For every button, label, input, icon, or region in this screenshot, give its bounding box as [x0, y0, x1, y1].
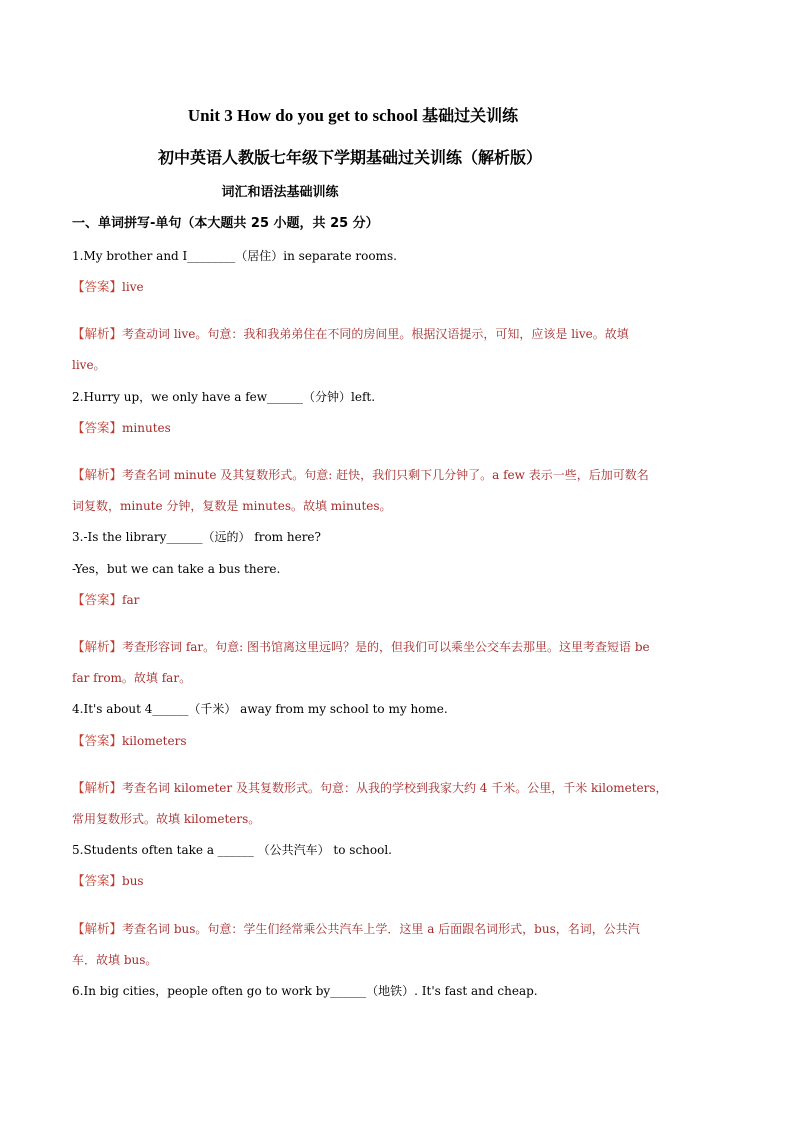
question-5-text: 5.Students often take a ______ （公共汽车） to school.: [72, 843, 392, 857]
question-3-text-cont: -Yes，but we can take a bus there.: [72, 562, 281, 576]
analysis-text: 考查动词 live。句意：我和我弟弟住在不同的房间里。根据汉语提示，可知，应该是 live。故填: [122, 327, 629, 341]
question-3-answer: [72, 590, 732, 610]
question-4-answer: [72, 731, 732, 751]
question-1-text: 1.My brother and I________（居住）in separate rooms.: [72, 249, 397, 263]
answer-label: 【答案】: [72, 873, 123, 888]
title-english: Unit 3 How do you get to school: [187, 106, 418, 125]
answer-value: far: [122, 593, 140, 607]
question-2-answer: [72, 418, 732, 438]
analysis-label: 【解析】: [72, 326, 123, 341]
analysis-text: 考查名词 kilometer 及其复数形式。句意：从我的学校到我家大约 4 千米。公里，千米 kilometers，: [122, 781, 668, 795]
answer-value: kilometers: [122, 734, 187, 748]
analysis-text: 考查名词 bus。句意：学生们经常乘公共汽车上学．这里 a 后面跟名词形式，bus，名词，公共汽: [122, 922, 640, 936]
question-5-analysis: [72, 919, 732, 939]
question-2-analysis: [72, 465, 732, 485]
section-title: 词汇和语法基础训练: [221, 185, 339, 200]
answer-label: 【答案】: [72, 279, 123, 294]
question-5-answer: [72, 871, 732, 891]
question-3-text: 3.-Is the library______（远的） from here?: [72, 530, 321, 544]
question-1-analysis: [72, 324, 732, 344]
question-3-analysis: [72, 637, 732, 657]
document-subtitle: 初中英语人教版七年级下学期基础过关训练（解析版）: [157, 148, 542, 167]
analysis-label: 【解析】: [72, 780, 123, 795]
question-4-analysis: [72, 778, 732, 798]
question-1-answer: [72, 277, 732, 297]
analysis-label: 【解析】: [72, 467, 123, 482]
question-2-text: 2.Hurry up，we only have a few______（分钟）left.: [72, 390, 376, 404]
question-1-analysis-cont: live。: [72, 358, 106, 372]
answer-label: 【答案】: [72, 592, 123, 607]
document-title: [0, 103, 706, 129]
question-5-analysis-cont: 车．故填 bus。: [72, 953, 158, 967]
answer-value: live: [122, 280, 144, 294]
analysis-text: 考查名词 minute 及其复数形式。句意: 赶快，我们只剩下几分钟了。a few 表示一些，后加可数名: [122, 468, 649, 482]
answer-value: bus: [122, 874, 144, 888]
answer-label: 【答案】: [72, 420, 123, 435]
analysis-text: 考查形容词 far。句意: 图书馆离这里远吗？是的，但我们可以乘坐公交车去那里。这里考查短语 be: [122, 640, 650, 654]
analysis-label: 【解析】: [72, 639, 123, 654]
answer-value: minutes: [122, 421, 171, 435]
answer-label: 【答案】: [72, 733, 123, 748]
title-chinese: 基础过关训练: [422, 106, 519, 125]
analysis-label: 【解析】: [72, 921, 123, 936]
part-heading: 一、单词拼写-单句（本大题共 25 小题，共 25 分）: [72, 216, 379, 231]
question-6-text: 6.In big cities，people often go to work by______（地铁）. It's fast and cheap.: [72, 984, 538, 998]
question-4-analysis-cont: 常用复数形式。故填 kilometers。: [72, 812, 261, 826]
question-4-text: 4.It's about 4______（千米） away from my school to my home.: [72, 702, 448, 716]
question-3-analysis-cont: far from。故填 far。: [72, 671, 192, 685]
question-2-analysis-cont: 词复数，minute 分钟，复数是 minutes。故填 minutes。: [72, 499, 392, 513]
